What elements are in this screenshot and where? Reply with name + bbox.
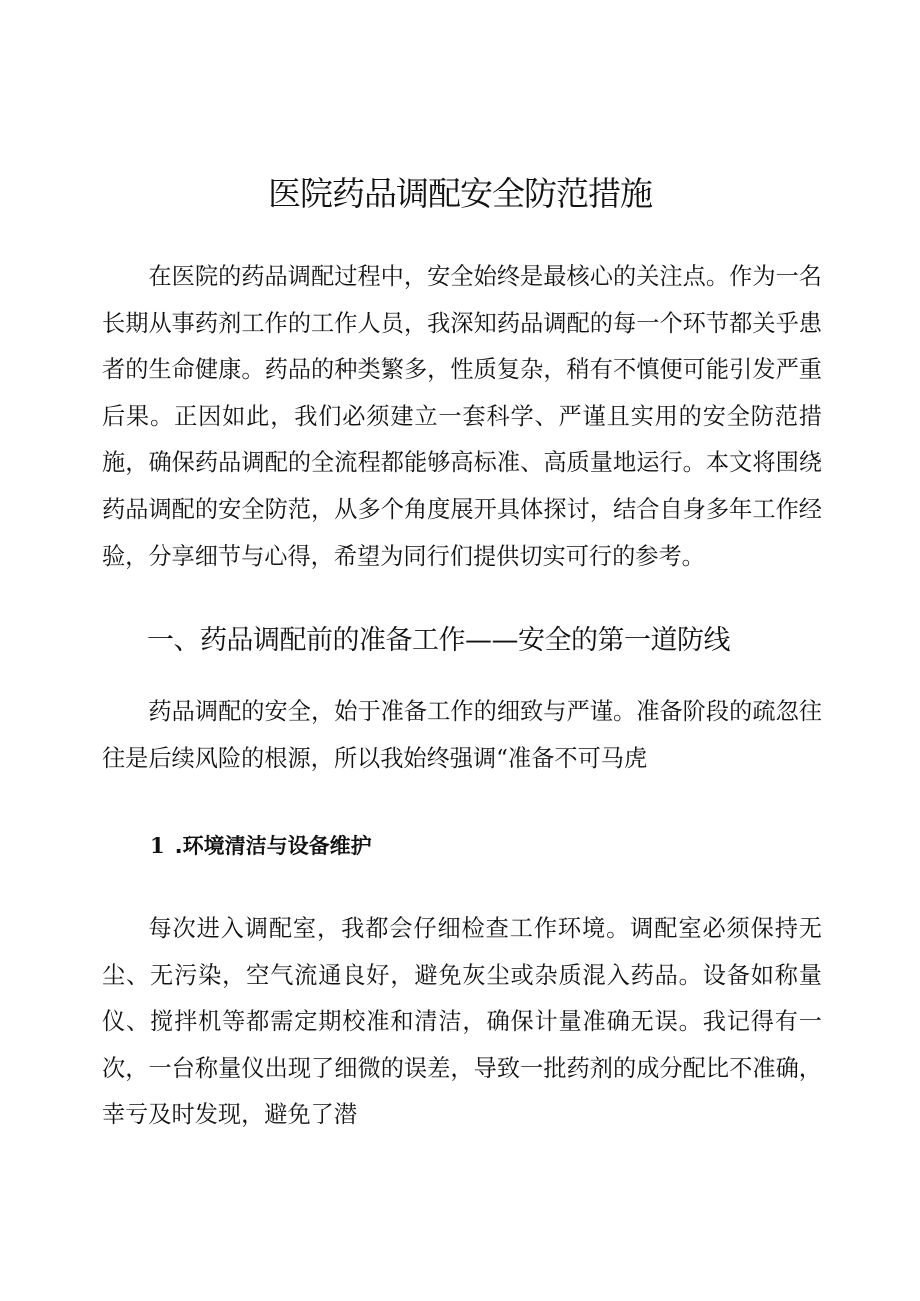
document-title: 医院药品调配安全防范措施 <box>268 174 652 213</box>
section-1-paragraph: 药品调配的安全，始于准备工作的细致与严谨。准备阶段的疏忽往往是后续风险的根源，所以我始终强调“准备不可马虎 <box>102 698 822 772</box>
section-1-heading: 一、药品调配前的准备工作——安全的第一道防线 <box>147 625 730 656</box>
subsection-1-heading <box>150 826 372 866</box>
subsection-1-paragraph: 每次进入调配室，我都会仔细检查工作环境。调配室必须保持无尘、无污染，空气流通良好，避免灰尘或杂质混入药品。设备如称量仪、搅拌机等都需定期校准和清洁，确保计量准确无误。我记得有一次，一台称量仪出现了细微的误差，导致一批药剂的成分配比不准确，幸亏及时发现，避免了潜 <box>102 915 822 1129</box>
intro-paragraph: 在医院的药品调配过程中，安全始终是最核心的关注点。作为一名长期从事药剂工作的工作人员，我深知药品调配的每一个环节都关乎患者的生命健康。药品的种类繁多，性质复杂，稍有不慎便可能引发严重后果。正因如此，我们必须建立一套科学、严谨且实用的安全防范措施，确保药品调配的全流程都能够高标准、高质量地运行。本文将围绕药品调配的安全防范，从多个角度展开具体探讨，结合自身多年工作经验，分享细节与心得，希望为同行们提供切实可行的参考。 <box>102 263 822 570</box>
subsection-1-title: .环境清洁与设备维护 <box>174 834 372 858</box>
subsection-1-number: 1 <box>150 833 165 858</box>
